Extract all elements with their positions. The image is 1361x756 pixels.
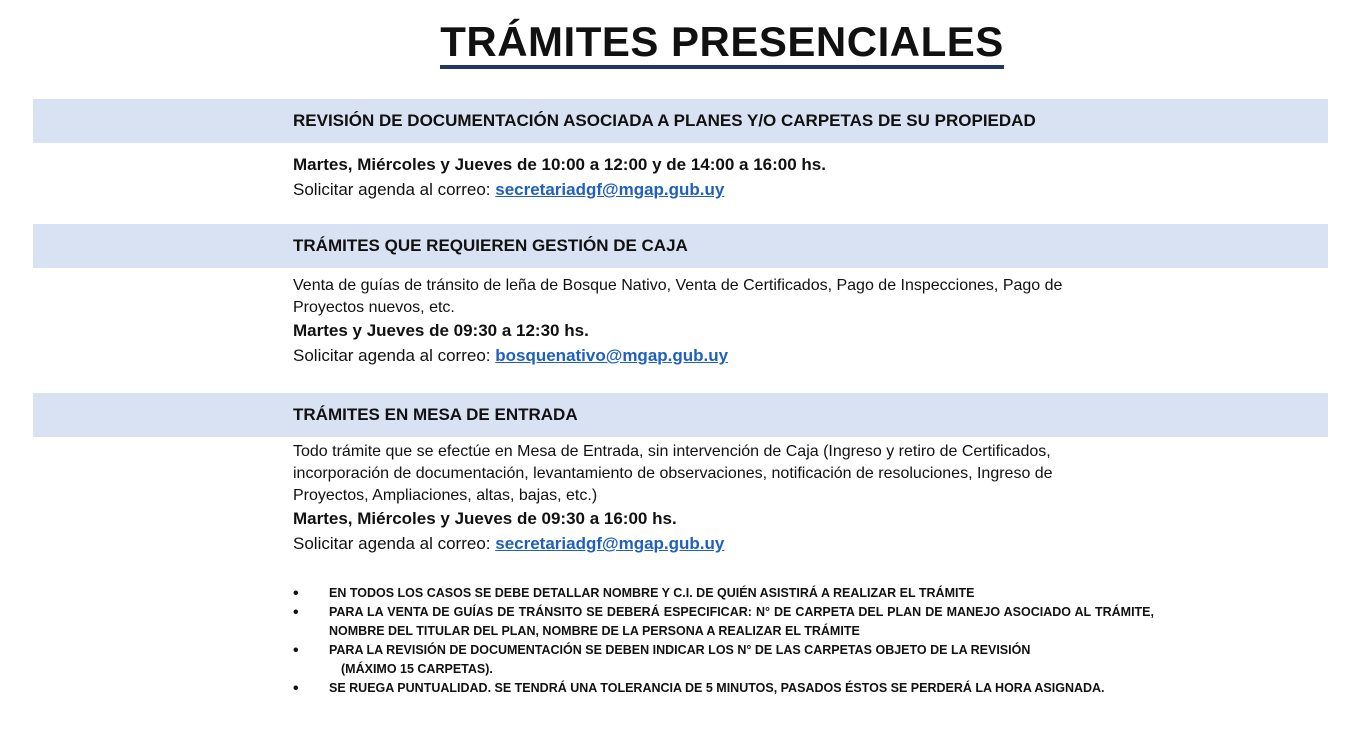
contact-line <box>293 177 1123 203</box>
note-item: • EN TODOS LOS CASOS SE DEBE DETALLAR NOMBRE Y C.I. DE QUIÉN ASISTIRÁ A REALIZAR EL TRÁMITE <box>293 584 1154 603</box>
section-header-revision <box>33 99 1328 143</box>
section-header-mesa <box>33 393 1328 437</box>
contact-line <box>293 343 1123 369</box>
section-body-revision <box>293 153 1123 203</box>
section-body-mesa <box>293 441 1123 557</box>
schedule-hours: Martes, Miércoles y Jueves de 09:30 a 16:00 hs. <box>293 509 677 528</box>
contact-prefix: Solicitar agenda al correo: <box>293 180 496 199</box>
section-description: Todo trámite que se efectúe en Mesa de Entrada, sin intervención de Caja (Ingreso y retiro de Certificados, incorporación de documentación, levantamiento de observaciones, notificación de resoluciones, Ingreso de Proyectos, Ampliaciones, altas, bajas, etc.) <box>293 443 1053 504</box>
section-header-caja <box>33 224 1328 268</box>
contact-prefix: Solicitar agenda al correo: <box>293 346 496 365</box>
email-link[interactable]: bosquenativo@mgap.gub.uy <box>495 346 729 365</box>
notes-list <box>293 584 1154 698</box>
email-link[interactable]: secretariadgf@mgap.gub.uy <box>495 180 725 199</box>
section-heading: TRÁMITES EN MESA DE ENTRADA <box>293 405 578 424</box>
schedule-hours: Martes, Miércoles y Jueves de 10:00 a 12:00 y de 14:00 a 16:00 hs. <box>293 155 826 174</box>
email-link[interactable]: secretariadgf@mgap.gub.uy <box>495 534 725 553</box>
note-item: • PARA LA REVISIÓN DE DOCUMENTACIÓN SE DEBEN INDICAR LOS N° DE LAS CARPETAS OBJETO DE LA REVISIÓN (MÁXIMO 15 CARPETAS). <box>293 641 1154 679</box>
section-body-caja <box>293 275 1123 369</box>
section-heading: TRÁMITES QUE REQUIEREN GESTIÓN DE CAJA <box>293 236 688 255</box>
page-title: TRÁMITES PRESENCIALES <box>0 18 1361 66</box>
note-continuation: (MÁXIMO 15 CARPETAS). <box>341 662 493 676</box>
contact-prefix: Solicitar agenda al correo: <box>293 534 496 553</box>
schedule-hours: Martes y Jueves de 09:30 a 12:30 hs. <box>293 321 589 340</box>
contact-line <box>293 531 1123 557</box>
section-description: Venta de guías de tránsito de leña de Bosque Nativo, Venta de Certificados, Pago de Inspecciones, Pago de Proyectos nuevos, etc. <box>293 277 1063 316</box>
note-item: • SE RUEGA PUNTUALIDAD. SE TENDRÁ UNA TOLERANCIA DE 5 MINUTOS, PASADOS ÉSTOS SE PERDERÁ LA HORA ASIGNADA. <box>293 679 1154 698</box>
note-item: • PARA LA VENTA DE GUÍAS DE TRÁNSITO SE DEBERÁ ESPECIFICAR: N° DE CARPETA DEL PLAN DE MANEJO ASOCIADO AL TRÁMITE, NOMBRE DEL TITULAR DEL PLAN, NOMBRE DE LA PERSONA A REALIZAR EL TRÁMITE <box>293 603 1154 641</box>
section-heading: REVISIÓN DE DOCUMENTACIÓN ASOCIADA A PLANES Y/O CARPETAS DE SU PROPIEDAD <box>293 111 1036 130</box>
